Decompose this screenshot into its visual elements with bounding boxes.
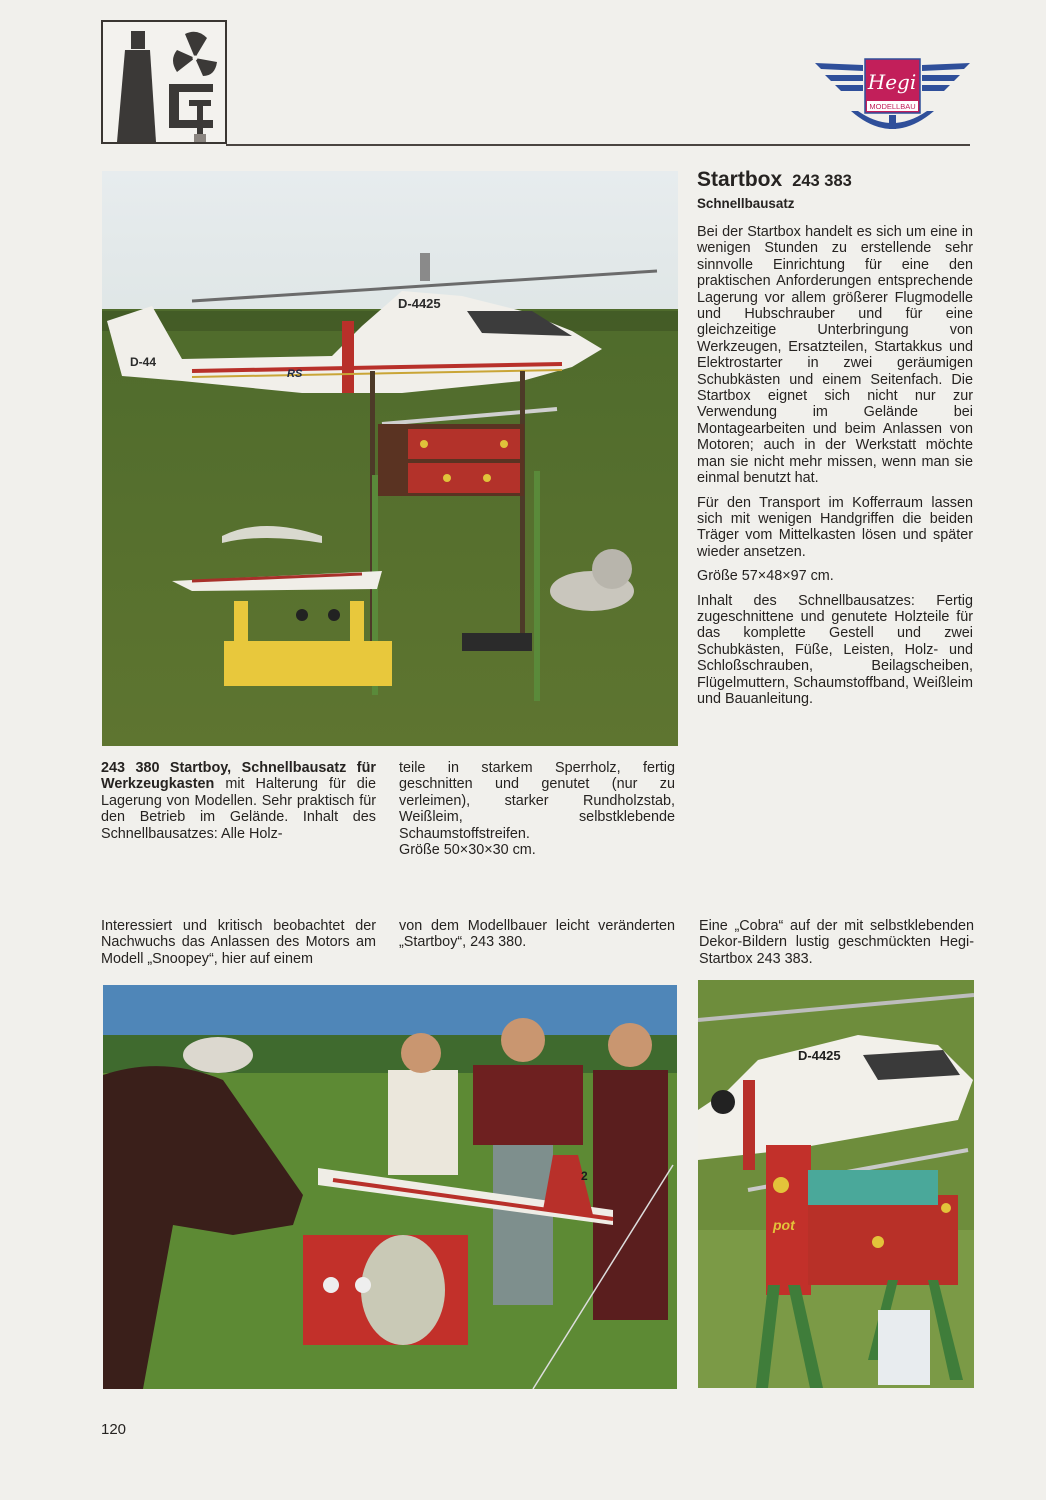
article-size: Größe 57×48×97 cm. bbox=[697, 568, 834, 585]
article-paragraph: Für den Transport im Kofferraum lassen sich mit wenigen Handgriffen die beiden Träger vom Mittelkasten lösen und später wieder ansetzen. bbox=[697, 494, 973, 560]
snoopey-caption-col2: von dem Modellbauer leicht veränderten „Startboy“, 243 380. bbox=[399, 918, 675, 951]
header-rule bbox=[226, 144, 970, 146]
propeller-icon bbox=[173, 32, 217, 76]
svg-text:MODELLBAU: MODELLBAU bbox=[869, 102, 916, 111]
startboy-lead: 243 380 Startboy, Schnellbausatz für Werkzeugkasten bbox=[101, 760, 376, 793]
article-contents: Inhalt des Schnellbausatzes: Fertig zugeschnittene und genutete Holzteile für das komplette Gestell und zwei Schubkästen, Füße, Leisten, Holz- und Schloßschrauben, Beilagscheiben, Flügelmuttern, Schaumstoffband, Weißleim und Bauanleitung. bbox=[697, 592, 973, 707]
photo-snoopey-start bbox=[103, 985, 677, 1389]
cobra-registration: D-4425 bbox=[798, 1048, 841, 1063]
article-title bbox=[697, 168, 852, 192]
plane-tail-number: 2 bbox=[581, 1169, 588, 1183]
clamp-icon bbox=[169, 84, 213, 142]
startboy-text: mit Halterung für die Lagerung von Modellen. Sehr praktisch für den Betrieb im Gelände. Inhalt des Schnellbausatzes: Alle Holz- bbox=[101, 776, 376, 842]
article-number: 243 383 bbox=[792, 172, 852, 190]
page-number: 120 bbox=[101, 1421, 127, 1438]
article-title-text: Startbox bbox=[697, 168, 783, 191]
article-paragraph: Bei der Startbox handelt es sich um eine in wenigen Stunden zu erstellende sehr sinnvolle Einrichtung für eine den praktischen Anforderungen entsprechende Lagerung vor allem größerer Flugmodelle und Hubschrauber und für eine gleichzeitige Unterbringung von Werkzeugen, Ersatzteilen, Startakkus und Elektrostarter in zwei geräumigen Schubkästen und einem Seitenfach. Die Startbox eignet sich nicht nur zur Verwendung im Gelände bei Montagearbeiten und beim Anlassen von Motoren; auch in der Werkstatt möchte man sie nicht mehr missen, wenn man sie einmal benutzt hat. bbox=[697, 224, 973, 487]
glue-tube-icon bbox=[117, 31, 156, 142]
box-decal: pot bbox=[773, 1217, 795, 1233]
article-subtitle: Schnellbausatz bbox=[697, 196, 795, 211]
heli-logo-text: RS bbox=[287, 368, 303, 380]
tail-registration: D-44 bbox=[130, 355, 157, 369]
tools-logo bbox=[101, 20, 227, 144]
startboy-size: Größe 50×30×30 cm. bbox=[399, 842, 536, 859]
hegi-logo bbox=[815, 55, 970, 137]
photo-startbox-field bbox=[102, 171, 678, 746]
startboy-caption-col1 bbox=[101, 760, 376, 842]
heli-registration: D-4425 bbox=[398, 296, 441, 311]
startboy-text-cont: teile in starkem Sperrholz, fertig geschnitten und genutet (nur zu verleimen), starker Rundholzstab, Weißleim, selbstklebende Schaumstoffstreifen. bbox=[399, 760, 675, 842]
startboy-caption-col2 bbox=[399, 760, 675, 858]
photo-cobra-startbox bbox=[698, 980, 974, 1388]
article-body bbox=[697, 224, 973, 715]
snoopey-caption-col1: Interessiert und kritisch beobachtet der Nachwuchs das Anlassen des Motors am Modell „Snoopey“, hier auf einem bbox=[101, 918, 376, 967]
cobra-caption: Eine „Cobra“ auf der mit selbstklebenden Dekor-Bildern lustig geschmückten Hegi-Startbox 243 383. bbox=[699, 918, 974, 967]
svg-text:Hegi: Hegi bbox=[867, 70, 917, 94]
